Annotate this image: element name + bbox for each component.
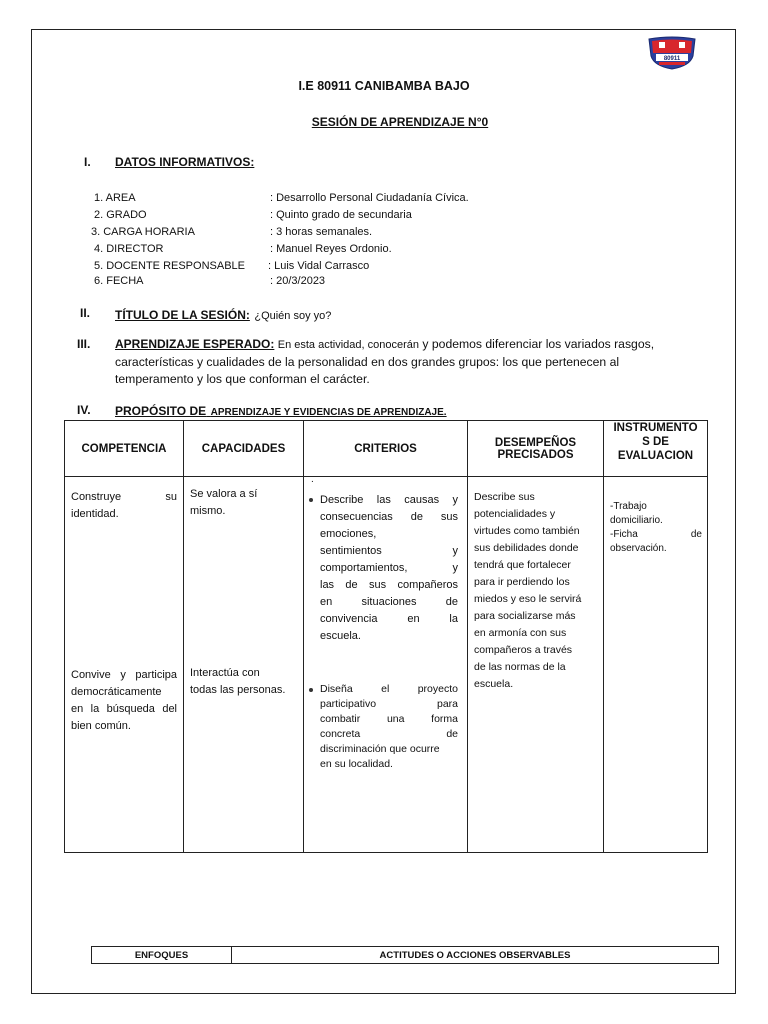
info-value: : Luis Vidal Carrasco <box>268 260 370 272</box>
desempeno-line: potencialidades y <box>474 508 556 520</box>
capacidad-1-line: Se valora a sí <box>190 488 258 500</box>
info-value: : Quinto grado de secundaria <box>270 209 412 221</box>
criterio-1-line: Describe las causas y <box>320 494 458 506</box>
desempeno-line: para socializarse más <box>474 610 576 622</box>
criterio-1-line: emociones, <box>320 528 377 540</box>
competencia-2-line: democráticamente <box>71 686 162 698</box>
competencia-2-line: bien común. <box>71 720 131 732</box>
header-instr-line-1: INSTRUMENTO <box>613 422 698 434</box>
desempeno-line: virtudes como también <box>474 525 580 537</box>
expected-learning-paragraph <box>115 336 695 388</box>
competencia-1-line-2: identidad. <box>71 508 119 520</box>
competencia-2 <box>71 667 177 735</box>
expected-learning-line-1 <box>115 336 695 354</box>
desempeno-line: para ir perdiendo los <box>474 576 570 588</box>
session-topic: ¿Quién soy yo? <box>254 310 332 322</box>
info-label: 2. GRADO <box>94 209 147 221</box>
competencia-2-line: en la búsqueda del <box>71 703 177 715</box>
info-value: : 20/3/2023 <box>270 275 326 287</box>
header-actitudes: ACTITUDES O ACCIONES OBSERVABLES <box>232 947 719 964</box>
header-competencia: COMPETENCIA <box>65 421 184 477</box>
section-2-number: II. <box>80 306 91 320</box>
approaches-table <box>91 946 719 964</box>
capacidad-2-line: Interactúa con <box>190 667 260 679</box>
expected-learning-intro: En esta actividad, conocerán <box>277 339 420 351</box>
criterios-dot: . <box>311 474 314 485</box>
cell-capacidades <box>184 477 304 853</box>
instrumento-word-a: -Ficha <box>610 529 638 540</box>
capacidad-1-line: mismo. <box>190 505 226 517</box>
criterio-1-line: convivencia en la <box>320 613 458 625</box>
logo-number: 80911 <box>663 56 681 62</box>
section-4-number: IV. <box>77 403 91 417</box>
info-label: 5. DOCENTE RESPONSABLE <box>94 260 245 272</box>
instrumento-line <box>610 528 702 542</box>
criterio-2-line: Diseña el proyecto <box>320 683 458 695</box>
criterio-2-line: en su localidad. <box>320 758 393 770</box>
info-value: : Manuel Reyes Ordonio. <box>270 243 392 255</box>
competencia-2-line: Convive y participa <box>71 669 177 681</box>
criterio-1-line: en situaciones de <box>320 596 458 608</box>
approaches-header-row <box>92 947 719 964</box>
expected-learning-line-2: características y cualidades de la personalidad en dos grandes grupos: los que pertenecen al <box>115 355 620 369</box>
competencia-1-word-b: su <box>165 491 177 503</box>
desempeno-line: tendrá que fortalecer <box>474 559 571 571</box>
criterio-bullet-1 <box>308 492 458 645</box>
info-label: 4. DIRECTOR <box>94 243 164 255</box>
header-desempenos-line-1: DESEMPEÑOS <box>494 436 577 449</box>
school-name: I.E 80911 CANIBAMBA BAJO <box>298 79 470 93</box>
purpose-table <box>64 420 708 853</box>
table-header-row <box>65 421 708 477</box>
expected-learning-text-1: y podemos diferenciar los variados rasgos, <box>422 337 655 351</box>
cell-criterios <box>304 474 468 853</box>
info-label: 3. CARGA HORARIA <box>91 226 195 238</box>
criterio-1-line: las de sus compañeros <box>320 579 458 591</box>
section-2-title: TÍTULO DE LA SESIÓN: <box>115 308 250 322</box>
capacidad-1 <box>190 486 300 520</box>
header-desempenos-line-2: PRECISADOS <box>497 448 574 461</box>
info-label: 1. AREA <box>94 192 136 204</box>
info-value: : 3 horas semanales. <box>270 226 373 238</box>
section-2-line <box>115 306 331 324</box>
section-4-title <box>115 402 447 420</box>
criterio-1-line: escuela. <box>320 630 361 642</box>
section-3-title: APRENDIZAJE ESPERADO: <box>115 337 275 351</box>
instrumento-line: observación. <box>610 543 667 554</box>
header-criterios: CRITERIOS <box>304 421 468 477</box>
cell-desempenos <box>468 477 604 853</box>
criterio-2-line: discriminación que ocurre <box>320 743 440 755</box>
section-1-title: DATOS INFORMATIVOS: <box>115 155 255 169</box>
criterio-bullet-2 <box>308 682 458 772</box>
header-instr-line-3: EVALUACION <box>617 450 694 462</box>
desempeno-line: miedos y eso le servirá <box>474 593 582 605</box>
table-row <box>65 477 708 853</box>
info-label: 6. FECHA <box>94 275 144 287</box>
competencia-1 <box>71 489 177 523</box>
cell-competencia <box>65 477 184 853</box>
cell-instrumentos <box>604 477 708 853</box>
desempeno-line: Describe sus <box>474 491 535 503</box>
header-instr-line-2: S DE <box>642 436 669 448</box>
section-4-title-b: APRENDIZAJE Y EVIDENCIAS DE APRENDIZAJE. <box>210 407 447 418</box>
header-desempenos <box>468 421 604 477</box>
header-enfoques: ENFOQUES <box>92 947 232 964</box>
section-1-number: I. <box>84 155 91 169</box>
instrumento-line: domiciliario. <box>610 515 663 526</box>
desempenos-text <box>474 489 600 693</box>
desempeno-line: sus debilidades donde <box>474 542 579 554</box>
desempeno-line: en armonía con sus <box>474 627 567 639</box>
expected-learning-line-3: temperamento y los que conforman el carácter. <box>115 372 370 386</box>
criterio-2-line: participativo para <box>320 698 458 710</box>
criterio-1-line: comportamientos, y <box>320 562 458 574</box>
instrumentos-text <box>610 500 702 556</box>
school-crest-logo <box>645 36 699 70</box>
header-instrumentos <box>604 421 708 477</box>
instrumento-word-b: de <box>690 529 702 540</box>
criterio-1-line: consecuencias de sus <box>320 511 458 523</box>
criterio-2-line: concreta de <box>320 728 458 740</box>
header-capacidades: CAPACIDADES <box>184 421 304 477</box>
capacidad-2-line: todas las personas. <box>190 684 286 696</box>
criterio-2-line: combatir una forma <box>320 713 458 725</box>
desempeno-line: escuela. <box>474 678 514 690</box>
instrumento-line: -Trabajo <box>610 501 647 512</box>
section-4-title-a: PROPÓSITO DE <box>115 404 207 418</box>
section-3-number: III. <box>77 337 91 351</box>
session-title: SESIÓN DE APRENDIZAJE N°0 <box>311 115 489 129</box>
criterio-1-line: sentimientos y <box>320 545 458 557</box>
competencia-1-line-1 <box>71 489 177 506</box>
desempeno-line: de las normas de la <box>474 661 566 673</box>
competencia-1-word-a: Construye <box>71 491 122 503</box>
info-value: : Desarrollo Personal Ciudadanía Cívica. <box>270 192 469 204</box>
capacidad-2 <box>190 665 302 699</box>
desempeno-line: compañeros a través <box>474 644 573 656</box>
